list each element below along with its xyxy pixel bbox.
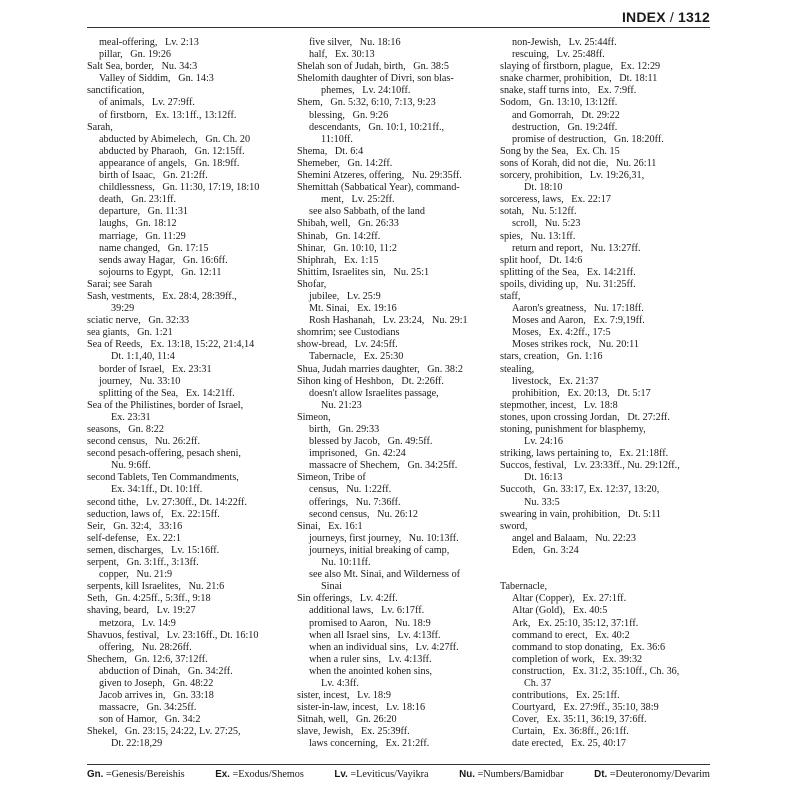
index-entry: pillar, Gn. 19:26 <box>99 49 172 61</box>
index-entry: additional laws, Lv. 6:17ff. <box>309 605 425 617</box>
index-entry: livestock, Ex. 21:37 <box>512 375 599 387</box>
header-rule <box>87 27 710 28</box>
index-entry: sword, <box>500 520 528 532</box>
index-entry: show-bread, Lv. 24:5ff. <box>297 339 398 351</box>
index-entry: marriage, Gn. 11:29 <box>99 230 186 242</box>
index-entry: Shemeber, Gn. 14:2ff. <box>297 157 393 169</box>
index-entry: date erected, Ex. 25, 40:17 <box>512 738 627 750</box>
index-entry: Moses strikes rock, Nu. 20:11 <box>512 339 639 351</box>
index-entry: Sin offerings, Lv. 4:2ff. <box>297 593 398 605</box>
index-entry: completion of work, Ex. 39:32 <box>512 653 643 665</box>
index-entry: Ex. 34:1ff., Dt. 10:1ff. <box>111 484 203 496</box>
index-entry: sanctification, <box>87 85 145 97</box>
index-entry: journeys, first journey, Nu. 10:13ff. <box>309 532 459 544</box>
index-entry: Sitnah, well, Gn. 26:20 <box>297 714 397 726</box>
index-entry: Dt. 22:18,29 <box>111 738 163 750</box>
index-entry: and Gomorrah, Dt. 29:22 <box>512 109 620 121</box>
index-entry: stoning, punishment for blasphemy, <box>500 424 646 435</box>
index-entry: Shekel, Gn. 23:15, 24:22, Lv. 27:25, <box>87 726 241 738</box>
index-entry: slaying of firstborn, plague, Ex. 12:29 <box>500 61 661 73</box>
index-column-2 <box>297 37 497 751</box>
index-entry: contributions, Ex. 25:1ff. <box>512 690 620 702</box>
index-entry: childlessness, Gn. 11:30, 17:19, 18:10 <box>99 182 260 194</box>
index-entry: sotah, Nu. 5:12ff. <box>500 206 577 218</box>
index-entry: abduction of Dinah, Gn. 34:2ff. <box>99 665 233 677</box>
index-entry: Valley of Siddim, Gn. 14:3 <box>99 73 214 85</box>
abbreviation-key <box>87 769 710 780</box>
index-entry: split hoof, Dt. 14:6 <box>500 254 583 266</box>
index-entry: massacre, Gn. 34:25ff. <box>99 702 197 714</box>
index-entry: Altar (Copper), Ex. 27:1ff. <box>512 593 627 605</box>
index-entry: abducted by Abimelech, Gn. Ch. 20 <box>99 133 251 145</box>
index-entry: Sea of the Philistines, border of Israel, <box>87 399 244 411</box>
index-entry: blessed by Jacob, Gn. 49:5ff. <box>309 436 433 448</box>
index-entry: destruction, Gn. 19:24ff. <box>512 121 618 133</box>
index-entry: sojourns to Egypt, Gn. 12:11 <box>99 266 222 278</box>
index-entry: Shibah, well, Gn. 26:33 <box>297 218 399 230</box>
index-entry: Sinai <box>321 581 342 593</box>
index-entry: Ch. 37 <box>524 677 552 689</box>
index-entry: Sihon king of Heshbon, Dt. 2:26ff. <box>297 375 444 387</box>
index-entry: sister-in-law, incest, Lv. 18:16 <box>297 702 426 714</box>
index-entry: journey, Nu. 33:10 <box>99 375 181 387</box>
index-entry: construction, Ex. 31:2, 35:10ff., Ch. 36, <box>512 665 680 677</box>
index-entry: splitting of the Sea, Ex. 14:21ff. <box>99 387 235 399</box>
index-entry: when all Israel sins, Lv. 4:13ff. <box>309 629 441 641</box>
index-entry: Ark, Ex. 25:10, 35:12, 37:1ff. <box>512 617 639 629</box>
abbr-genesis: Gn. =Genesis/Bereishis <box>87 769 185 780</box>
index-entry: Nu. 21:23 <box>321 399 362 411</box>
index-entry: 39:29 <box>111 303 135 315</box>
index-entry: massacre of Shechem, Gn. 34:25ff. <box>309 460 458 472</box>
header-separator: / <box>669 9 674 25</box>
index-entry: imprisoned, Gn. 42:24 <box>309 448 406 460</box>
index-entry: Shinab, Gn. 14:2ff. <box>297 230 381 242</box>
footer-rule <box>87 764 710 765</box>
index-entry: Seir, Gn. 32:4, 33:16 <box>87 520 183 532</box>
index-entry: abducted by Pharaoh, Gn. 12:15ff. <box>99 145 245 157</box>
index-entry: Sinai, Ex. 16:1 <box>297 520 363 532</box>
index-entry: Shua, Judah marries daughter, Gn. 38:2 <box>297 363 463 375</box>
index-entry: appearance of angels, Gn. 18:9ff. <box>99 157 240 169</box>
index-entry: Simeon, <box>297 411 331 423</box>
index-entry: birth, Gn. 29:33 <box>309 424 380 435</box>
index-entry: command to stop donating, Ex. 36:6 <box>512 641 666 653</box>
index-entry: second census, Nu. 26:2ff. <box>87 436 200 448</box>
index-entry: stars, creation, Gn. 1:16 <box>500 351 603 363</box>
index-entry: Lv. 24:16 <box>524 436 563 448</box>
index-entry: Sash, vestments, Ex. 28:4, 28:39ff., <box>87 290 237 302</box>
index-entry: second Tablets, Ten Commandments, <box>87 472 239 484</box>
index-entry: sorcery, prohibition, Lv. 19:26,31, <box>500 170 645 182</box>
index-entry: Lv. 4:3ff. <box>321 677 359 689</box>
index-entry: Shem, Gn. 5:32, 6:10, 7:13, 9:23 <box>297 97 436 109</box>
index-entry: phemes, Lv. 24:10ff. <box>321 85 411 97</box>
index-entry: Nu. 33:5 <box>524 496 560 508</box>
index-entry: promise of destruction, Gn. 18:20ff. <box>512 133 664 145</box>
abbr-deuteronomy: Dt. =Deuteronomy/Devarim <box>594 769 710 780</box>
index-entry: slave, Jewish, Ex. 25:39ff. <box>297 726 410 738</box>
index-entry: offerings, Nu. 7:36ff. <box>309 496 401 508</box>
index-entry: sorceress, laws, Ex. 22:17 <box>500 194 611 206</box>
index-entry: Shelomith daughter of Divri, son blas- <box>297 73 454 85</box>
index-entry: departure, Gn. 11:31 <box>99 206 189 218</box>
index-entry: angel and Balaam, Nu. 22:23 <box>512 532 636 544</box>
index-entry: laughs, Gn. 18:12 <box>99 218 177 230</box>
index-entry <box>500 569 710 581</box>
index-entry: non-Jewish, Lv. 25:44ff. <box>512 37 617 48</box>
abbr-leviticus: Lv. =Leviticus/Vayikra <box>334 769 429 780</box>
index-entry: seduction, laws of, Ex. 22:15ff. <box>87 508 220 520</box>
index-entry: of firstborn, Ex. 13:1ff., 13:12ff. <box>99 109 237 121</box>
index-entry: census, Nu. 1:22ff. <box>309 484 392 496</box>
index-entry: Shemini Atzeres, offering, Nu. 29:35ff. <box>297 170 462 182</box>
index-entry: Seth, Gn. 4:25ff., 5:3ff., 9:18 <box>87 593 211 605</box>
index-entry: rescuing, Lv. 25:48ff. <box>512 49 605 61</box>
index-entry: when an individual sins, Lv. 4:27ff. <box>309 641 459 653</box>
index-entry: Aaron's greatness, Nu. 17:18ff. <box>512 303 644 315</box>
index-entry: Nu. 9:6ff. <box>111 460 151 472</box>
index-entry: Sea of Reeds, Ex. 13:18, 15:22, 21:4,14 <box>87 339 255 351</box>
index-entry: command to erect, Ex. 40:2 <box>512 629 630 641</box>
index-entry: descendants, Gn. 10:1, 10:21ff., <box>309 121 445 133</box>
index-column-3 <box>500 37 710 751</box>
index-entry: journeys, initial breaking of camp, <box>309 544 450 556</box>
index-entry: Sarah, <box>87 121 113 133</box>
index-entry: Dt. 18:10 <box>524 182 563 194</box>
index-entry: Moses and Aaron, Ex. 7:9,19ff. <box>512 315 645 327</box>
index-entry: Shechem, Gn. 12:6, 37:12ff. <box>87 653 208 665</box>
index-entry: Shinar, Gn. 10:10, 11:2 <box>297 242 397 254</box>
index-entry: snake charmer, prohibition, Dt. 18:11 <box>500 73 658 85</box>
index-entry: birth of Isaac, Gn. 21:2ff. <box>99 170 208 182</box>
index-entry: Courtyard, Ex. 27:9ff., 35:10, 38:9 <box>512 702 659 714</box>
abbr-exodus: Ex. =Exodus/Shemos <box>215 769 304 780</box>
index-entry: when the anointed kohen sins, <box>309 665 433 677</box>
index-entry: Mt. Sinai, Ex. 19:16 <box>309 303 397 315</box>
index-entry: see also Sabbath, of the land <box>309 206 425 218</box>
index-entry: shaving, beard, Lv. 19:27 <box>87 605 196 617</box>
index-entry: meal-offering, Lv. 2:13 <box>99 37 199 48</box>
index-entry: name changed, Gn. 17:15 <box>99 242 209 254</box>
index-entry: Shema, Dt. 6:4 <box>297 145 364 157</box>
index-entry: Shelah son of Judah, birth, Gn. 38:5 <box>297 61 449 73</box>
index-entry: Cover, Ex. 35:11, 36:19, 37:6ff. <box>512 714 647 726</box>
index-entry: Tabernacle, <box>500 581 548 593</box>
index-entry: Tabernacle, Ex. 25:30 <box>309 351 404 363</box>
index-entry: when a ruler sins, Lv. 4:13ff. <box>309 653 432 665</box>
index-entry: swearing in vain, prohibition, Dt. 5:11 <box>500 508 661 520</box>
index-entry: ment, Lv. 25:2ff. <box>321 194 395 206</box>
index-column-1 <box>87 37 280 751</box>
index-entry: Shiphrah, Ex. 1:15 <box>297 254 379 266</box>
index-entry: doesn't allow Israelites passage, <box>309 387 439 399</box>
header-title: INDEX <box>621 9 666 25</box>
index-entry: Moses, Ex. 4:2ff., 17:5 <box>512 327 611 339</box>
index-entry: stepmother, incest, Lv. 18:8 <box>500 399 618 411</box>
index-entry: border of Israel, Ex. 23:31 <box>99 363 212 375</box>
index-entry: son of Hamor, Gn. 34:2 <box>99 714 201 726</box>
index-entry: blessing, Gn. 9:26 <box>309 109 389 121</box>
index-entry: Ex. 23:31 <box>111 411 151 423</box>
index-entry: splitting of the Sea, Ex. 14:21ff. <box>500 266 636 278</box>
index-entry: promised to Aaron, Nu. 18:9 <box>309 617 431 629</box>
index-entry: second census, Nu. 26:12 <box>309 508 418 520</box>
index-entry: Sodom, Gn. 13:10, 13:12ff. <box>500 97 618 109</box>
index-entry: sends away Hagar, Gn. 16:6ff. <box>99 254 228 266</box>
index-entry: Jacob arrives in, Gn. 33:18 <box>99 690 214 702</box>
abbr-numbers: Nu. =Numbers/Bamidbar <box>459 769 564 780</box>
index-entry: Succoth, Gn. 33:17, Ex. 12:37, 13:20, <box>500 484 660 496</box>
index-entry: Simeon, Tribe of <box>297 472 366 484</box>
index-entry: staff, <box>500 290 521 302</box>
index-entry: given to Joseph, Gn. 48:22 <box>99 677 214 689</box>
index-entry: sea giants, Gn. 1:21 <box>87 327 173 339</box>
index-entry: five silver, Nu. 18:16 <box>309 37 401 48</box>
index-entry: Shittim, Israelites sin, Nu. 25:1 <box>297 266 430 278</box>
index-entry <box>500 557 710 569</box>
index-entry: Succos, festival, Lv. 23:33ff., Nu. 29:12ff., <box>500 460 680 472</box>
index-entry: Curtain, Ex. 36:8ff., 26:1ff. <box>512 726 629 738</box>
index-entry: sons of Korah, did not die, Nu. 26:11 <box>500 157 657 169</box>
index-entry: spies, Nu. 13:1ff. <box>500 230 576 242</box>
index-entry: semen, discharges, Lv. 15:16ff. <box>87 544 220 556</box>
index-entry: Altar (Gold), Ex. 40:5 <box>512 605 608 617</box>
index-entry: return and report, Nu. 13:27ff. <box>512 242 641 254</box>
index-entry: stones, upon crossing Jordan, Dt. 27:2ff. <box>500 411 670 423</box>
index-entry: Sarai; see Sarah <box>87 278 153 290</box>
index-entry: sister, incest, Lv. 18:9 <box>297 690 391 702</box>
index-entry: self-defense, Ex. 22:1 <box>87 532 181 544</box>
page-number: 1312 <box>678 9 710 25</box>
index-entry: sciatic nerve, Gn. 32:33 <box>87 315 190 327</box>
index-entry: Shavuos, festival, Lv. 23:16ff., Dt. 16:10 <box>87 629 259 641</box>
index-entry: Nu. 10:11ff. <box>321 557 371 569</box>
index-entry: offering, Nu. 28:26ff. <box>99 641 192 653</box>
index-entry: 11:10ff. <box>321 133 353 145</box>
index-entry: Dt. 16:13 <box>524 472 563 484</box>
index-entry: scroll, Nu. 5:23 <box>512 218 581 230</box>
index-entry: serpent, Gn. 3:1ff., 3:13ff. <box>87 557 199 569</box>
index-entry: of animals, Lv. 27:9ff. <box>99 97 195 109</box>
index-entry: copper, Nu. 21:9 <box>99 569 173 581</box>
index-entry: Salt Sea, border, Nu. 34:3 <box>87 61 198 73</box>
index-entry: stealing, <box>500 363 535 375</box>
index-entry: serpents, kill Israelites, Nu. 21:6 <box>87 581 225 593</box>
index-entry: see also Mt. Sinai, and Wilderness of <box>309 569 461 581</box>
page-header <box>622 9 710 25</box>
index-entry: Shofar, <box>297 278 327 290</box>
index-entry: Eden, Gn. 3:24 <box>512 544 579 556</box>
index-entry: second tithe, Lv. 27:30ff., Dt. 14:22ff. <box>87 496 247 508</box>
index-entry: snake, staff turns into, Ex. 7:9ff. <box>500 85 637 97</box>
index-entry: striking, laws pertaining to, Ex. 21:18ff. <box>500 448 669 460</box>
index-entry: spoils, dividing up, Nu. 31:25ff. <box>500 278 636 290</box>
index-entry: metzora, Lv. 14:9 <box>99 617 176 629</box>
index-entry: laws concerning, Ex. 21:2ff. <box>309 738 430 750</box>
index-entry: half, Ex. 30:13 <box>309 49 375 61</box>
index-entry: Shemittah (Sabbatical Year), command- <box>297 182 460 194</box>
index-entry: Dt. 1:1,40, 11:4 <box>111 351 175 363</box>
index-entry: seasons, Gn. 8:22 <box>87 424 164 435</box>
index-entry: second pesach-offering, pesach sheni, <box>87 448 241 460</box>
index-entry: jubilee, Lv. 25:9 <box>309 290 381 302</box>
index-entry: Song by the Sea, Ex. Ch. 15 <box>500 145 620 157</box>
index-entry: Rosh Hashanah, Lv. 23:24, Nu. 29:1 <box>309 315 468 327</box>
index-entry: prohibition, Ex. 20:13, Dt. 5:17 <box>512 387 651 399</box>
index-entry: death, Gn. 23:1ff. <box>99 194 177 206</box>
index-entry: shomrim; see Custodians <box>297 327 400 339</box>
